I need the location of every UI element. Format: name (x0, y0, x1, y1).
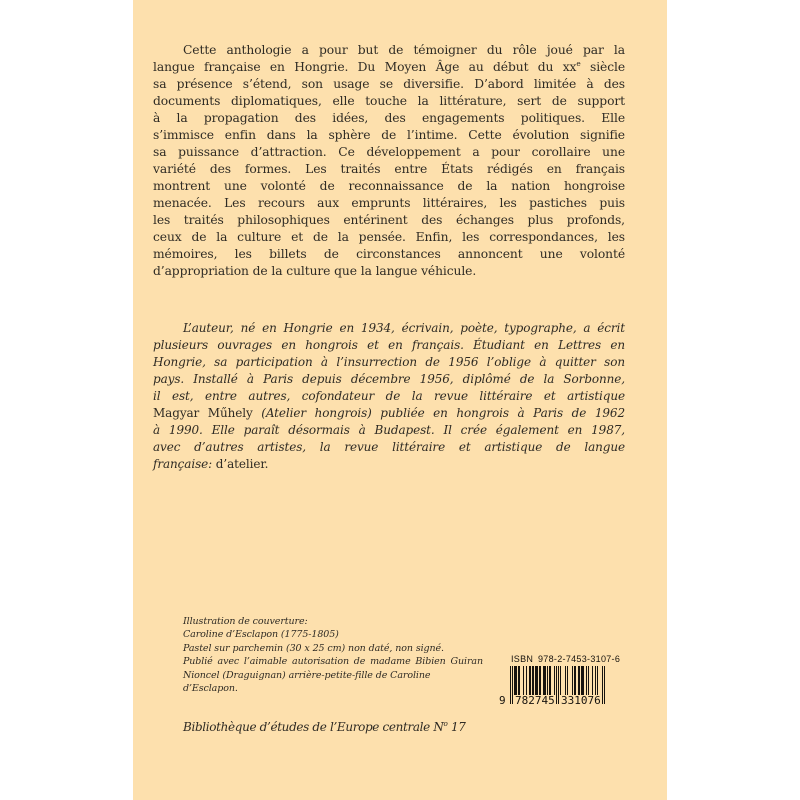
text-line: sa puissance d’attraction. Ce développement a pour corollaire une (153, 145, 625, 159)
barcode-bars (499, 666, 605, 710)
text-line: les traités philosophiques entérinent des échanges plus profonds, (153, 213, 625, 227)
barcode-digit-lead: 9 (499, 694, 506, 707)
isbn-number: ISBN 978-2-7453-3107-6 (511, 654, 621, 664)
text-line: montrent une volonté de reconnaissance de la nation hongroise (153, 179, 625, 193)
text-line: française: d’atelier. (153, 457, 269, 471)
text-line: documents diplomatiques, elle touche la littérature, sert de support (153, 94, 625, 108)
text-line: Magyar Műhely (Atelier hongrois) publiée en hongrois à Paris de 1962 (153, 406, 625, 420)
text-line: Hongrie, sa participation à l’insurrection de 1956 l’oblige à quitter son (153, 355, 625, 369)
text-line: mémoires, les billets de circonstances annoncent une volonté (153, 247, 625, 261)
barcode-bar (604, 666, 605, 704)
text-line: variété des formes. Les traités entre États rédigés en français (153, 162, 625, 176)
text-line: il est, entre autres, cofondateur de la revue littéraire et artistique (153, 389, 625, 403)
synopsis (153, 42, 625, 280)
text-line: menacée. Les recours aux emprunts littéraires, les pastiches puis (153, 196, 625, 210)
text-line: plusieurs ouvrages en hongrois et en français. Étudiant en Lettres en (153, 338, 625, 352)
cover-page (133, 0, 667, 800)
text-line: avec d’autres artistes, la revue littéraire et artistique de langue (153, 440, 625, 454)
text-line: à 1990. Elle paraît désormais à Budapest. Il crée également en 1987, (153, 423, 625, 437)
text-line: s’immisce enfin dans la sphère de l’intime. Cette évolution signifie (153, 128, 625, 142)
text-line: à la propagation des idées, des engagements politiques. Elle (153, 111, 625, 125)
text-line: pays. Installé à Paris depuis décembre 1956, diplômé de la Sorbonne, (153, 372, 625, 386)
collection-title: Bibliothèque d’études de l’Europe centrale $N^o$ 17 (183, 719, 466, 735)
credit-line: Nioncel (Draguignan) arrière-petite-fille de Caroline d’Esclapon. (183, 669, 431, 695)
credit-line: Caroline d’Esclapon (1775-1805) (183, 629, 339, 641)
isbn-barcode (499, 654, 621, 710)
barcode-digits-left: 782745 (515, 694, 555, 707)
author-note (153, 320, 625, 473)
text-line: Cette anthologie a pour but de témoigner du rôle joué par la (183, 43, 625, 57)
text-line: d’appropriation de la culture que la langue véhicule. (153, 264, 477, 278)
text-line: L’auteur, né en Hongrie en 1934, écrivain, poète, typographe, a écrit (183, 321, 625, 335)
credit-line: Publié avec l’aimable autorisation de madame Bibien Guiran (183, 656, 483, 668)
text-line: sa présence s’étend, son usage se diversifie. D’abord limitée à des (153, 77, 625, 91)
credit-line: Pastel sur parchemin (30 x 25 cm) non daté, non signé. (183, 642, 444, 654)
cover-illustration-credits (183, 615, 483, 695)
text-line: langue française en Hongrie. Du Moyen Âge au début du $xx^e$ siècle (153, 58, 626, 74)
credit-line: Illustration de couverture: (183, 616, 308, 627)
barcode-digits-right: 331076 (561, 694, 601, 707)
text-line: ceux de la culture et de la pensée. Enfin, les correspondances, les (153, 230, 625, 244)
